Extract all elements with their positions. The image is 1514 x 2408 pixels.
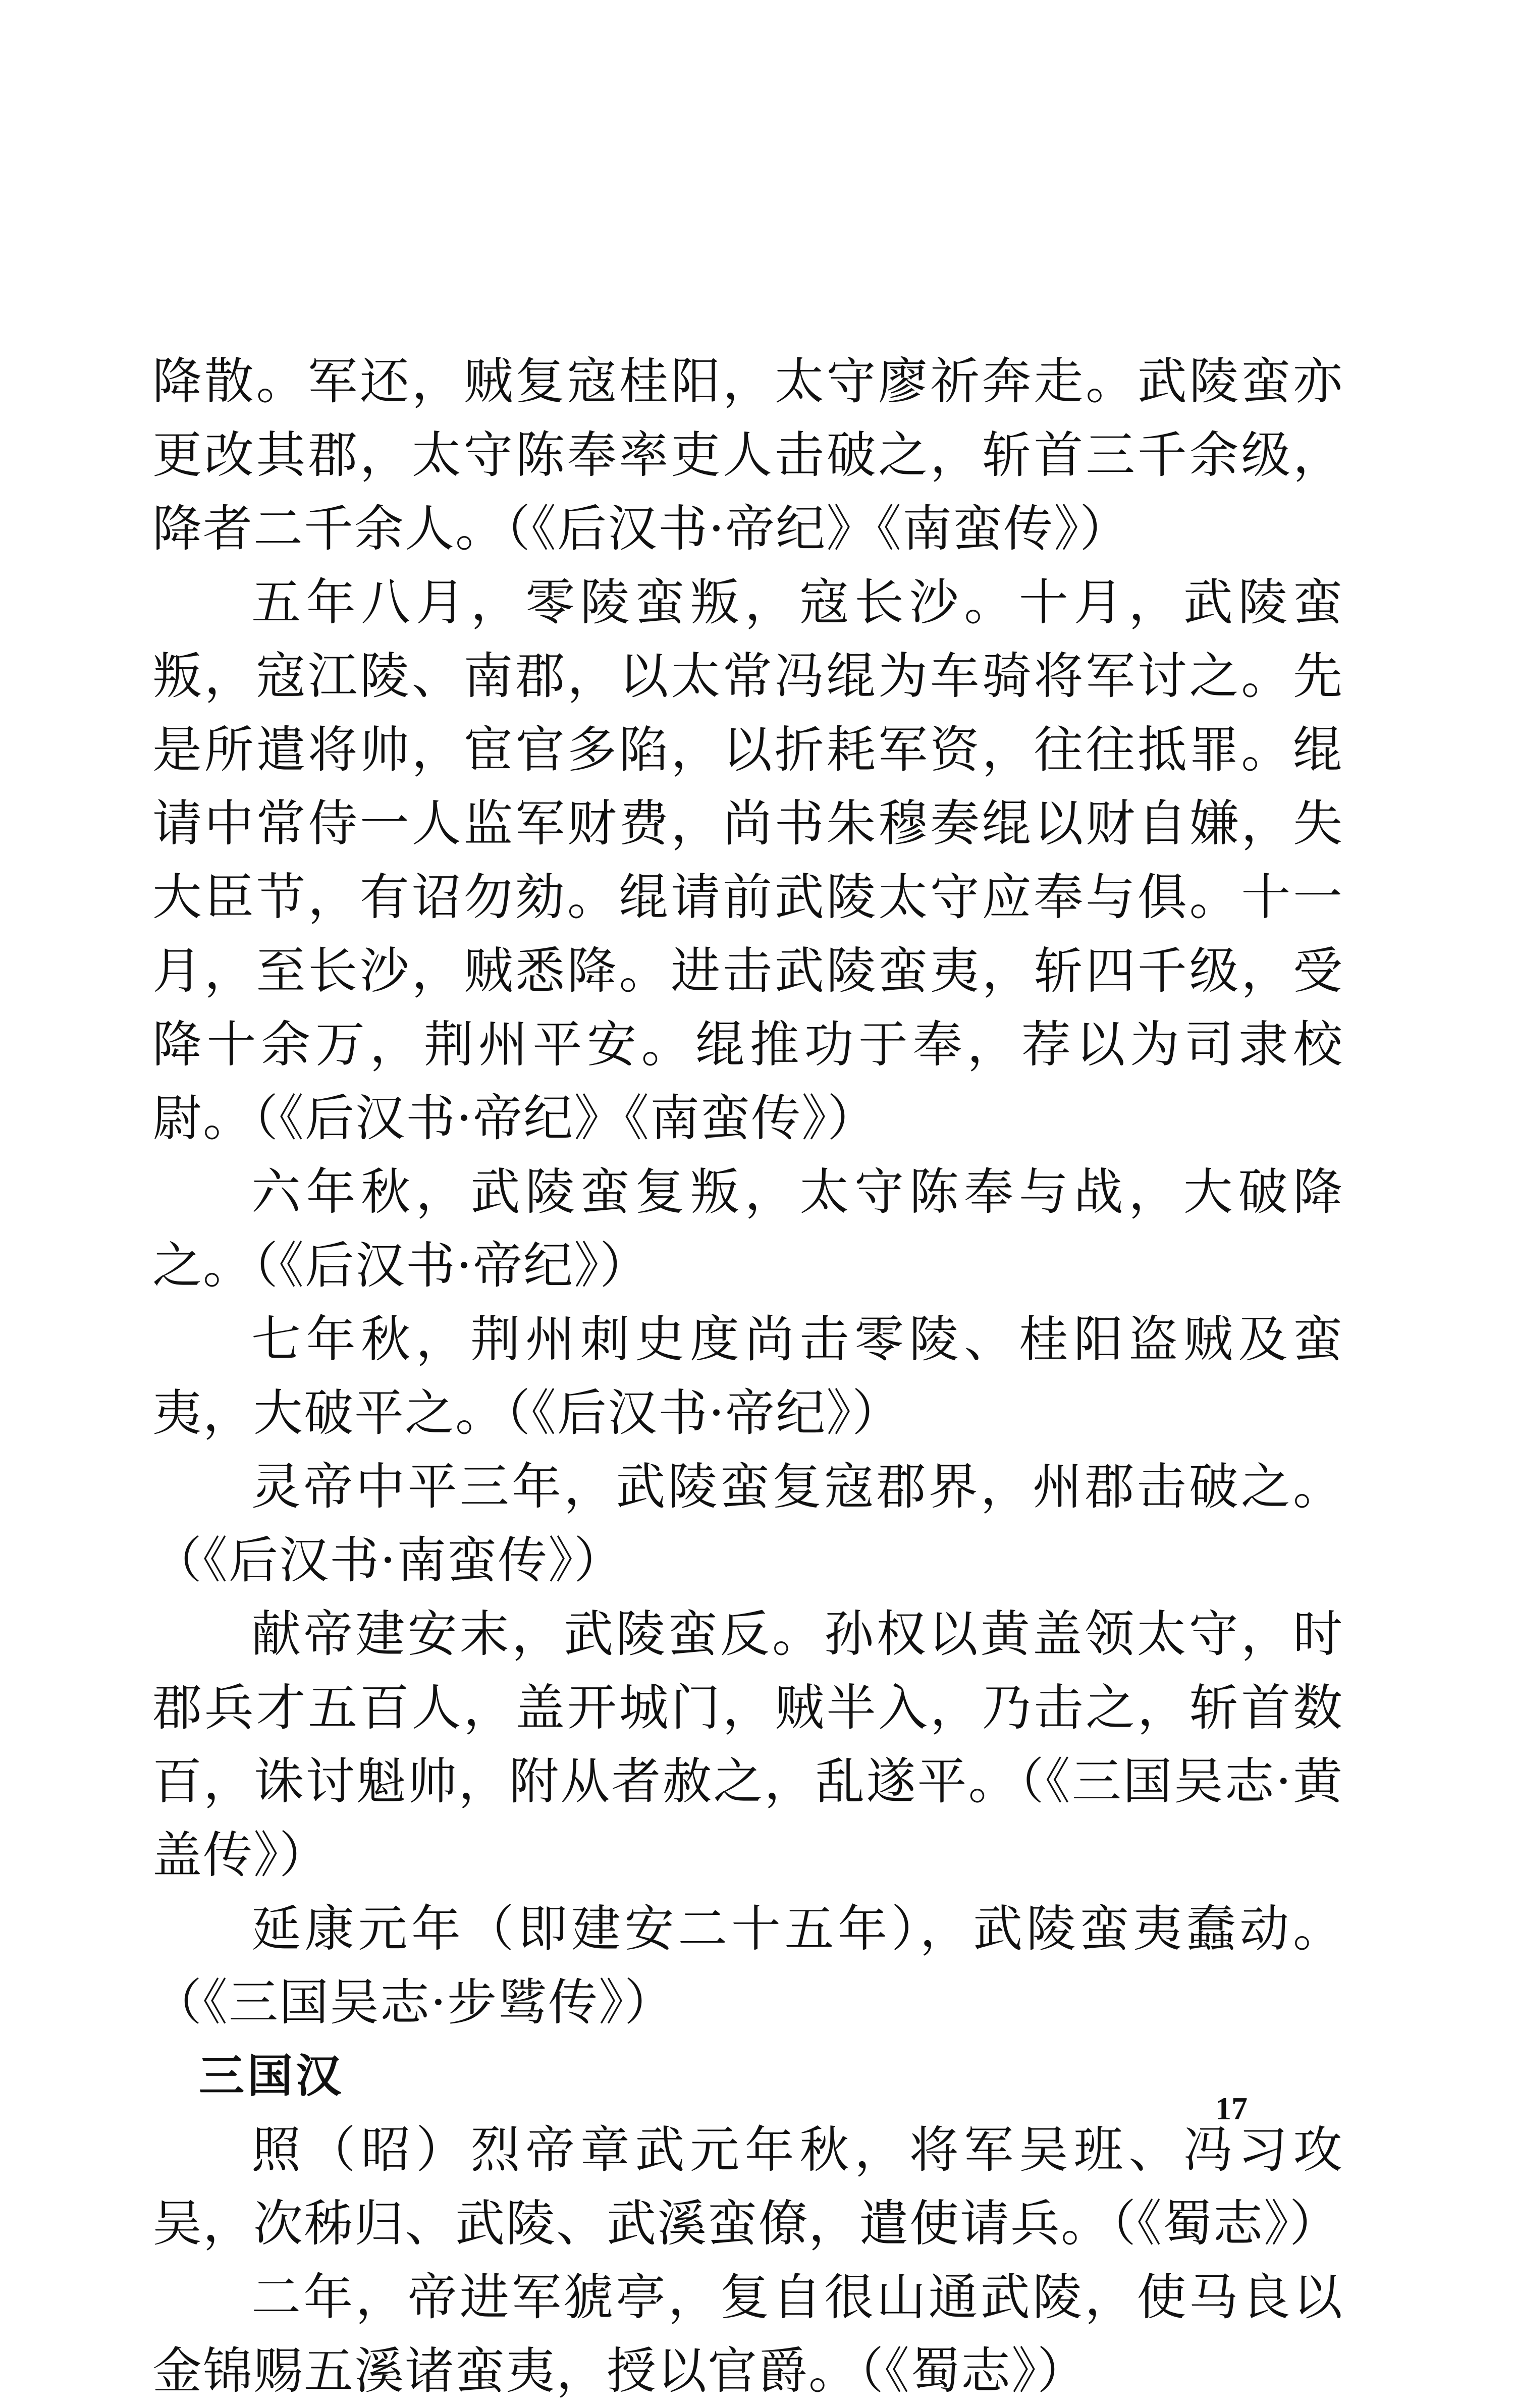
section-paragraph-1: 照（昭）烈帝章武元年秋，将军吴班、冯习攻吴，次秭归、武陵、武溪蛮僚，遣使请兵。（《蜀志》） [152, 2121, 1343, 2253]
body-text [152, 345, 1343, 2408]
paragraph-2: 五年八月，零陵蛮叛，寇长沙。十月，武陵蛮叛，寇江陵、南郡，以太常冯绲为车骑将军讨之。先是所遣将帅，宦官多陷，以折耗军资，往往抵罪。绲请中常侍一人监军财费，尚书朱穆奏绲以财自嫌，失大臣节，有诏勿劾。绲请前武陵太守应奉与俱。十一月，至长沙，贼悉降。进击武陵蛮夷，斩四千级，受降十余万，荆州平安。绲推功于奉，荐以为司隶校尉。（《后汉书·帝纪》《南蛮传》） [152, 574, 1343, 1147]
section-heading: 三国汉 [199, 2050, 344, 2103]
paragraph-7: 延康元年（即建安二十五年），武陵蛮夷蠢动。（《三国吴志·步骘传》） [152, 1900, 1343, 2031]
paragraph-4: 七年秋，荆州刺史度尚击零陵、桂阳盗贼及蛮夷，大破平之。（《后汉书·帝纪》） [152, 1311, 1343, 1442]
paragraph-6: 献帝建安末，武陵蛮反。孙权以黄盖领太守，时郡兵才五百人，盖开城门，贼半入，乃击之，斩首数百，诛讨魁帅，附从者赦之，乱遂平。（《三国吴志·黄盖传》） [152, 1606, 1343, 1884]
paragraph-3: 六年秋，武陵蛮复叛，太守陈奉与战，大破降之。（《后汉书·帝纪》） [152, 1163, 1343, 1295]
paragraph-5: 灵帝中平三年，武陵蛮复寇郡界，州郡击破之。（《后汉书·南蛮传》） [152, 1458, 1343, 1589]
section-paragraph-2: 二年，帝进军猇亭，复自很山通武陵，使马良以金锦赐五溪诸蛮夷，授以官爵。（《蜀志》） [152, 2269, 1343, 2400]
page-number: 17 [1215, 2091, 1248, 2126]
paragraph-1: 降散。军还，贼复寇桂阳，太守廖祈奔走。武陵蛮亦更改其郡，太守陈奉率吏人击破之，斩首三千余级，降者二千余人。（《后汉书·帝纪》《南蛮传》） [152, 353, 1343, 558]
